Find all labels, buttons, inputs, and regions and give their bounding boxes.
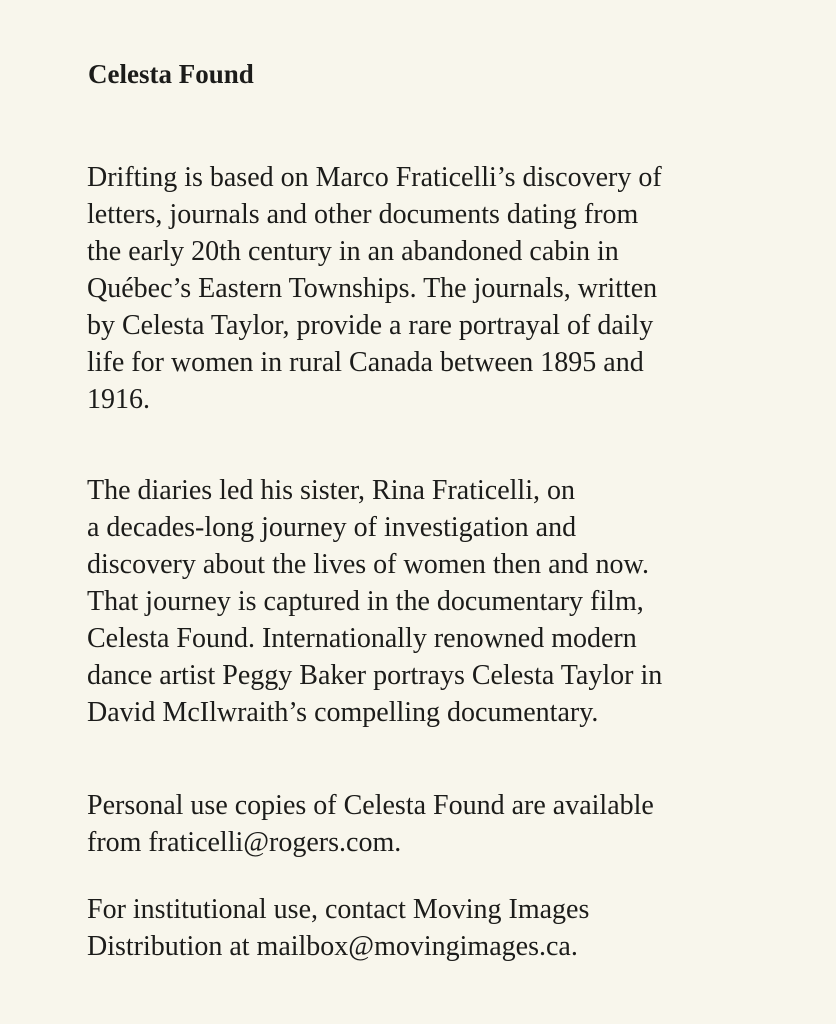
paragraph-line: The diaries led his sister, Rina Fraticelli, on xyxy=(87,475,575,506)
paragraph-discovery xyxy=(87,159,662,418)
page-title: Celesta Found xyxy=(88,59,254,89)
paragraph-line: Québec’s Eastern Townships. The journals, written xyxy=(87,273,658,304)
paragraph-line: by Celesta Taylor, provide a rare portrayal of daily xyxy=(87,310,654,341)
paragraph-line: from fraticelli@rogers.com. xyxy=(87,827,402,858)
paragraph-personal-use xyxy=(87,787,654,861)
paragraph-line: the early 20th century in an abandoned cabin in xyxy=(87,236,619,267)
paragraph-line: a decades-long journey of investigation and xyxy=(87,512,577,543)
paragraph-line: life for women in rural Canada between 1895 and xyxy=(87,347,644,378)
paragraph-line: 1916. xyxy=(87,384,150,415)
paragraph-line: letters, journals and other documents dating from xyxy=(87,199,639,230)
paragraph-line: Drifting is based on Marco Fraticelli’s discovery of xyxy=(87,162,662,193)
paragraph-institutional-use xyxy=(87,891,589,965)
paragraph-journey xyxy=(87,472,662,731)
paragraph-line: For institutional use, contact Moving Images xyxy=(87,894,590,925)
paragraph-line: That journey is captured in the documentary film, xyxy=(87,586,644,617)
paragraph-line: dance artist Peggy Baker portrays Celesta Taylor in xyxy=(87,660,663,691)
paragraph-line: Personal use copies of Celesta Found are available xyxy=(87,790,654,821)
paragraph-line: David McIlwraith’s compelling documentary. xyxy=(87,697,599,728)
paragraph-line: discovery about the lives of women then and now. xyxy=(87,549,649,580)
paragraph-line: Celesta Found. Internationally renowned modern xyxy=(87,623,637,654)
paragraph-line: Distribution at mailbox@movingimages.ca. xyxy=(87,931,578,962)
